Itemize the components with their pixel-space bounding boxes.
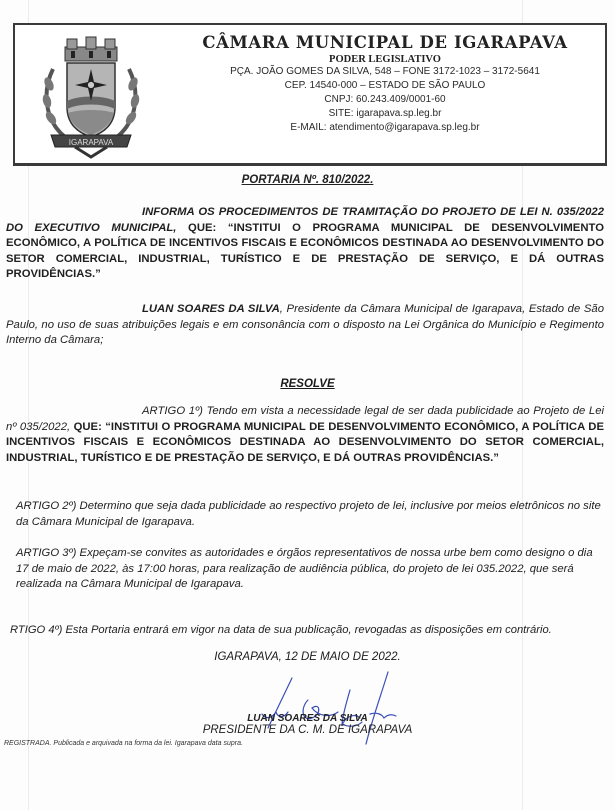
article-2: ARTIGO 2º) Determino que seja dada publicidade ao respectivo projeto de lei, inclusive por meios eletrônicos no site da Câmara Municipal de Igarapava. <box>16 500 601 528</box>
handwritten-signature-icon <box>250 668 410 748</box>
letterhead <box>13 23 607 166</box>
ementa-text: QUE: “INSTITUI O PROGRAMA MUNICIPAL DE DESENVOLVIMENTO ECONÔMICO, A POLÍTICA DE INCENTIVOS FISCAIS E ECONÔMICOS DESTINADA AO DESENVOLVIMENTO DO SETOR COMERCIAL, INDUSTRIAL, TURÍSTICO E DE PRESTAÇÃO DE SERVIÇO, E DÁ OUTRAS PROVIDÊNCIAS.” <box>6 221 604 280</box>
article-1-intro: ARTIGO 1º) Tendo em vista a necessidade legal de ser dada publicidade ao Projeto de Lei nº 035/2022, <box>6 405 604 433</box>
website: SITE: igarapava.sp.leg.br <box>328 108 442 119</box>
article-4: RTIGO 4º) Esta Portaria entrará em vigor na data de sua publicação, revogadas as disposições em contrário. <box>10 624 552 636</box>
portaria-title: PORTARIA Nº. 810/2022. <box>241 174 374 186</box>
letterhead-text <box>165 33 605 135</box>
registration-note: REGISTRADA. Publicada e arquivada na forma da lei. Igarapava data supra. <box>4 740 243 747</box>
address: PÇA. JOÃO GOMES DA SILVA, 548 – FONE 3172-1023 – 3172-5641 <box>230 66 540 77</box>
institution-subtitle: PODER LEGISLATIVO <box>329 54 441 65</box>
coat-of-arms-icon <box>35 29 147 161</box>
signatory-role: PRESIDENTE DA C. M. DE IGARAPAVA <box>202 724 413 736</box>
resolve-heading: RESOLVE <box>280 378 335 390</box>
city-date: IGARAPAVA, 12 DE MAIO DE 2022. <box>214 651 401 663</box>
article-3: ARTIGO 3º) Expeçam-se convites as autoridades e órgãos representativos de nossa urbe bem como designo o dia 17 de maio de 2022, às 17:00 horas, para realização de audiência pública, do projeto de lei 035.2022, que será realizada na Câmara Municipal de Igarapava. <box>16 547 593 590</box>
postal-code: CEP. 14540-000 – ESTADO DE SÃO PAULO <box>284 80 486 91</box>
article-1-bold: QUE: “INSTITUI O PROGRAMA MUNICIPAL DE DESENVOLVIMENTO ECONÔMICO, A POLÍTICA DE INCENTIVOS FISCAIS E ECONÔMICOS DESTINADA AO DESENVOLVIMENTO DO SETOR COMERCIAL, INDUSTRIAL, TURÍSTICO E DE PRESTAÇÃO DE SERVIÇO, E DÁ OUTRAS PROVIDÊNCIAS.” <box>6 420 604 464</box>
crest-label: IGARAPAVA <box>68 138 114 147</box>
article-1 <box>6 404 604 466</box>
preamble-text: , Presidente da Câmara Municipal de Igarapava, Estado de São Paulo, no uso de suas atribuições legais e em consonância com o disposto na Lei Orgânica do Município e Regimento Interno da Câmara; <box>6 303 605 346</box>
ementa-italic: INFORMA OS PROCEDIMENTOS DE TRAMITAÇÃO DO PROJETO DE LEI N. 035/2022 DO EXECUTIVO MUNICIPAL, <box>6 206 604 234</box>
institution-name: CÂMARA MUNICIPAL DE IGARAPAVA <box>202 33 568 52</box>
signatory-name: LUAN SOARES DA SILVA <box>247 713 368 724</box>
ementa <box>6 205 604 283</box>
president-name: LUAN SOARES DA SILVA <box>142 303 280 315</box>
preamble <box>6 302 604 349</box>
cnpj: CNPJ: 60.243.409/0001-60 <box>324 94 446 105</box>
email: E-MAIL: atendimento@igarapava.sp.leg.br <box>290 122 480 133</box>
